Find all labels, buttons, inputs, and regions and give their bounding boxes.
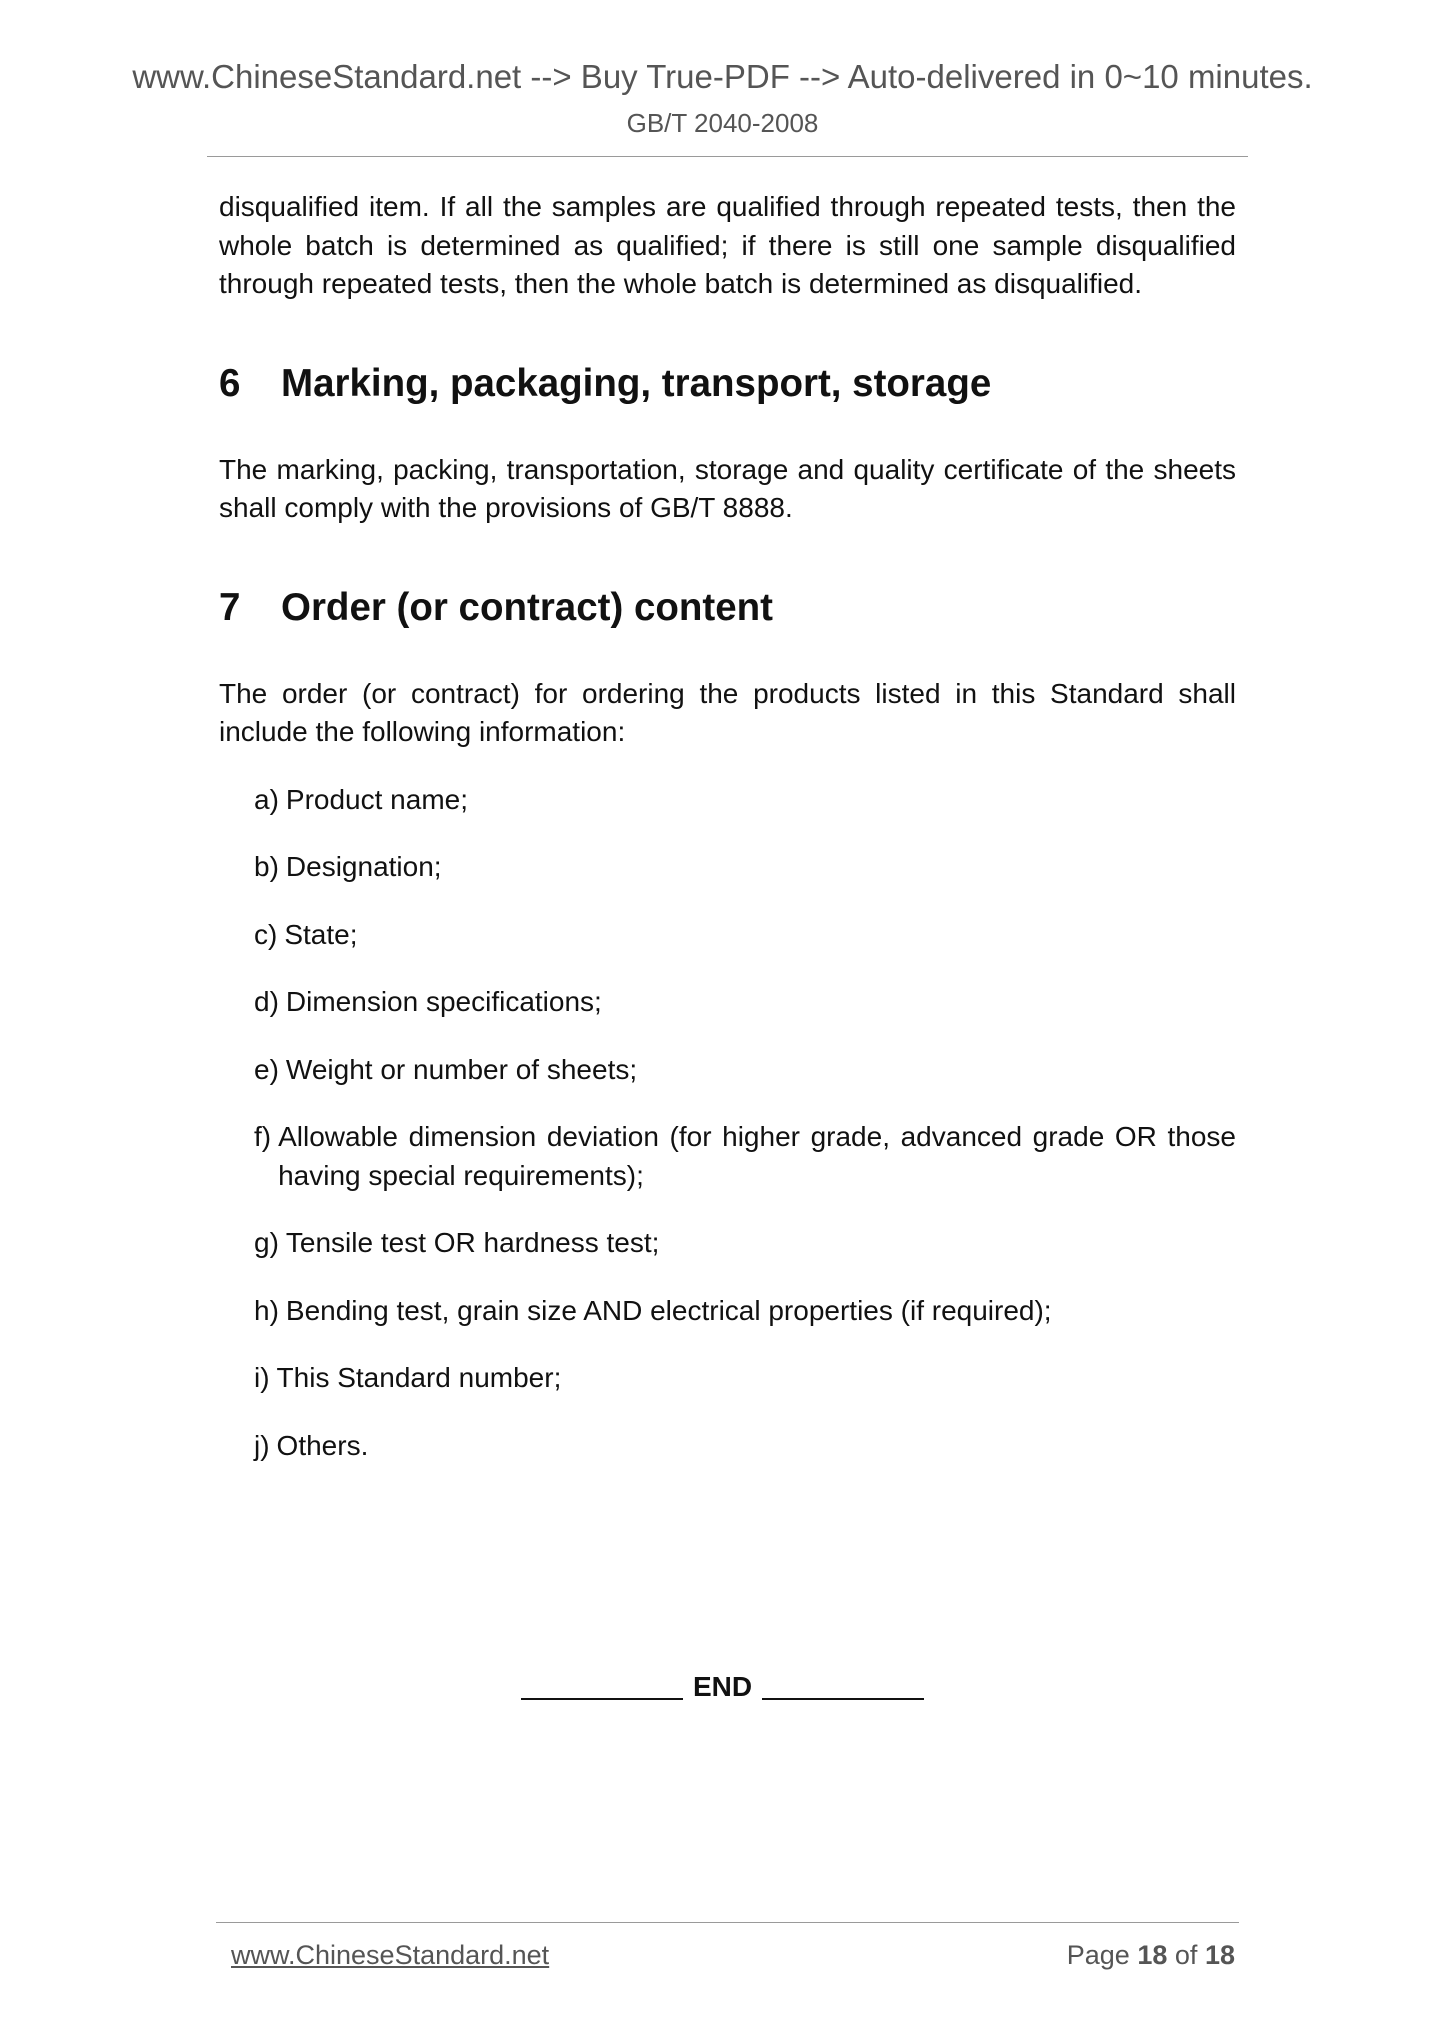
list-marker: j) (254, 1429, 270, 1461)
list-text: This Standard number; (276, 1362, 562, 1393)
page-of: of (1174, 1940, 1198, 1970)
header-banner: www.ChineseStandard.net --> Buy True-PDF --> Auto-delivered in 0~10 minutes. (132, 58, 1313, 95)
footer-website-link[interactable]: www.ChineseStandard.net (231, 1940, 550, 1970)
section-7-body: The order (or contract) for ordering the products listed in this Standard shall include the following information: (219, 677, 1236, 747)
list-item (254, 1292, 1236, 1331)
list-text: Product name; (285, 783, 469, 815)
footer-divider (216, 1922, 1239, 1923)
list-text: Dimension specifications; (285, 986, 602, 1017)
list-item (254, 1224, 1236, 1263)
list-item (254, 1118, 1236, 1195)
document-code: GB/T 2040-2008 (626, 108, 819, 138)
list-text: Allowable dimension deviation (for higher grade, advanced grade OR those having special requirements); (278, 1121, 1236, 1191)
list-text: Others. (276, 1429, 369, 1461)
section-7-number: 7 (219, 585, 241, 629)
section-7-heading (219, 586, 1236, 630)
list-marker: c) (254, 918, 278, 950)
page-total: 18 (1204, 1940, 1235, 1970)
intro-paragraph: disqualified item. If all the samples are qualified through repeated tests, then the whole batch is determined as qualified; if there is still one sample disqualified through repeated tests, then the whole batch is determined as disqualified. (219, 191, 1236, 299)
end-rule-right (762, 1698, 924, 1700)
list-item (254, 1051, 1236, 1090)
list-text: State; (284, 918, 358, 950)
list-marker: a) (254, 783, 279, 815)
list-item (254, 916, 1236, 955)
list-marker: d) (254, 986, 279, 1017)
page-current: 18 (1137, 1940, 1168, 1970)
order-info-list (219, 781, 1236, 1466)
list-item (254, 1427, 1236, 1466)
list-marker: b) (254, 851, 279, 882)
list-text: Designation; (285, 851, 442, 882)
list-marker: h) (254, 1294, 279, 1326)
list-item (254, 1359, 1236, 1398)
section-6-heading (219, 362, 1236, 406)
list-text: Weight or number of sheets; (285, 1053, 638, 1085)
page-prefix: Page (1066, 1940, 1130, 1970)
section-6-body: The marking, packing, transportation, storage and quality certificate of the sheets shall comply with the provisions of GB/T 8888. (219, 453, 1236, 523)
end-rule-left (521, 1698, 683, 1700)
list-marker: f) (254, 1121, 272, 1152)
list-marker: i) (254, 1362, 270, 1393)
list-item (254, 848, 1236, 887)
section-6-number: 6 (219, 361, 241, 405)
list-text: Bending test, grain size AND electrical properties (if required); (285, 1294, 1052, 1326)
list-item (254, 781, 1236, 820)
section-7-title: Order (or contract) content (281, 585, 773, 629)
end-label: END (692, 1671, 753, 1702)
list-marker: g) (254, 1227, 279, 1258)
section-6-title: Marking, packaging, transport, storage (281, 361, 992, 405)
page-indicator (1067, 1940, 1235, 1971)
document-body (219, 188, 1236, 1494)
list-marker: e) (254, 1053, 279, 1085)
list-text: Tensile test OR hardness test; (285, 1227, 660, 1258)
end-marker (0, 1671, 1445, 1703)
list-item (254, 983, 1236, 1022)
header-divider (207, 156, 1248, 157)
